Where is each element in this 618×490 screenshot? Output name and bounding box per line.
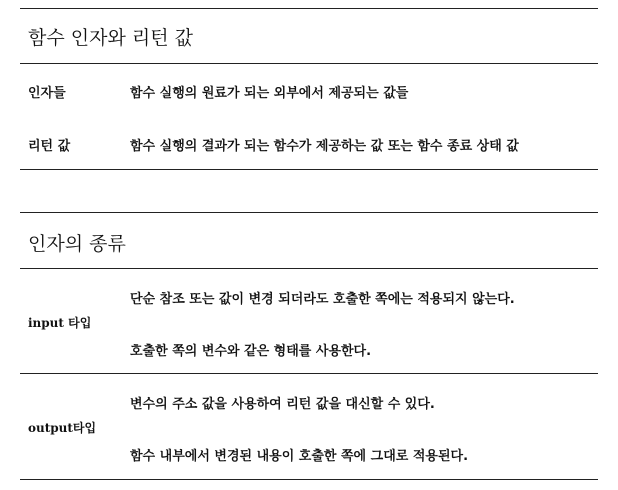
section1-bottom-rule	[20, 169, 598, 170]
row-desc-arguments: 함수 실행의 원료가 되는 외부에서 제공되는 값들	[130, 86, 409, 101]
row-label-arguments: 인자들	[28, 86, 66, 101]
row-desc-output-line-2: 함수 내부에서 변경된 내용이 호출한 쪽에 그대로 적용된다.	[130, 449, 469, 464]
row-label-return-value: 리턴 값	[28, 139, 71, 154]
row-desc-return-value: 함수 실행의 결과가 되는 함수가 제공하는 값 또는 함수 종료 상태 값	[130, 139, 519, 154]
row-label-input-type: input 타입	[28, 316, 92, 330]
row-desc-input-line-2: 호출한 쪽의 변수와 같은 형태를 사용한다.	[130, 344, 372, 359]
section1-title-rule	[20, 63, 598, 64]
section2-top-rule	[20, 212, 598, 213]
row-desc-output-line-1: 변수의 주소 값을 사용하여 리턴 값을 대신할 수 있다.	[130, 397, 435, 412]
row-desc-input-line-1: 단순 참조 또는 값이 변경 되더라도 호출한 쪽에는 적용되지 않는다.	[130, 292, 515, 307]
section2-mid-rule	[20, 373, 598, 374]
section2-bottom-rule	[20, 479, 598, 480]
section2-title: 인자의 종류	[28, 233, 126, 255]
section2-title-rule	[20, 268, 598, 269]
section1-title: 함수 인자와 리턴 값	[28, 27, 193, 49]
section1-top-rule	[20, 8, 598, 9]
row-label-output-type: output타입	[28, 421, 97, 435]
